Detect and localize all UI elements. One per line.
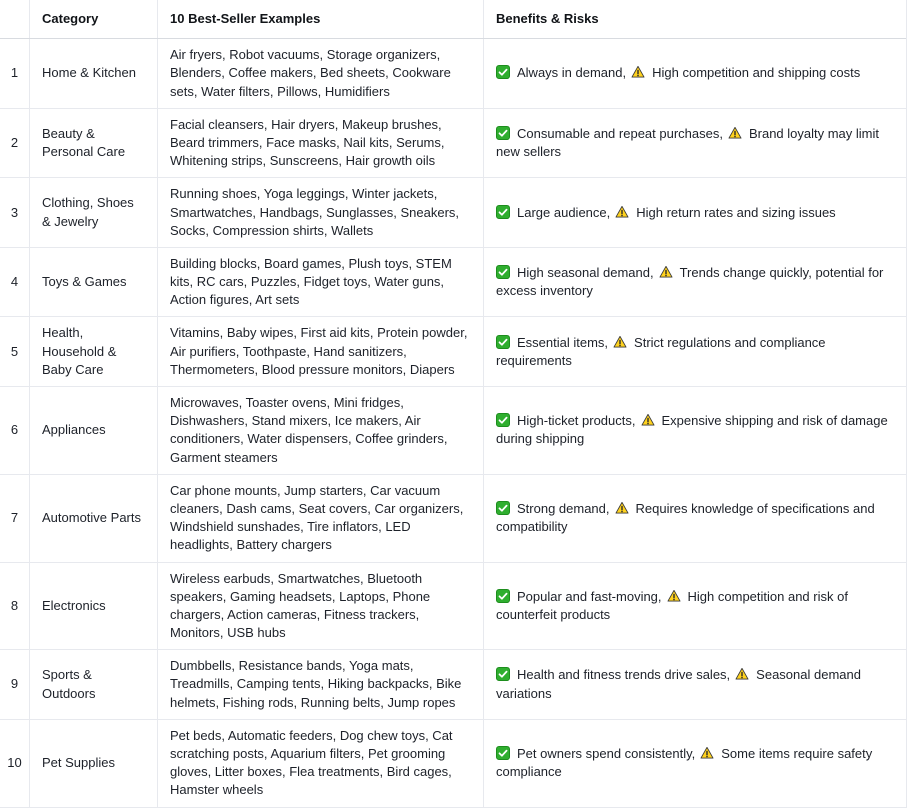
- category-cell: Clothing, Shoes & Jewelry: [30, 178, 158, 247]
- check-icon: [496, 126, 510, 140]
- check-icon: [496, 413, 510, 427]
- category-cell: Beauty & Personal Care: [30, 109, 158, 178]
- benefit-text: High-ticket products,: [517, 413, 636, 429]
- benefits-risks-cell: [484, 317, 906, 386]
- benefit-text: Strong demand,: [517, 500, 610, 516]
- benefit-text: Consumable and repeat purchases,: [517, 125, 723, 141]
- examples-cell: Facial cleansers, Hair dryers, Makeup brushes, Beard trimmers, Face masks, Nail kits, Serums, Whitening strips, Sunscreens, Hair growth oils: [158, 109, 484, 178]
- warning-icon: [728, 126, 742, 140]
- benefits-risks-cell: [484, 178, 906, 247]
- examples-cell: Pet beds, Automatic feeders, Dog chew toys, Cat scratching posts, Aquarium filters, Pet grooming gloves, Litter boxes, Flea treatments, Bird cages, Hamster wheels: [158, 720, 484, 807]
- benefit-text: Large audience,: [517, 204, 611, 220]
- row-number: 10: [0, 720, 30, 807]
- benefit-text: Popular and fast-moving,: [517, 588, 662, 604]
- table-row: [0, 317, 906, 387]
- category-cell: Electronics: [30, 563, 158, 650]
- benefit-text: Health and fitness trends drive sales,: [517, 667, 731, 683]
- row-number: 2: [0, 109, 30, 178]
- check-icon: [496, 589, 510, 603]
- table-row: [0, 39, 906, 109]
- category-cell: Toys & Games: [30, 248, 158, 317]
- benefits-risks-cell: [484, 563, 906, 650]
- risk-text: High return rates and sizing issues: [636, 204, 836, 220]
- check-icon: [496, 501, 510, 515]
- benefit-text: Pet owners spend consistently,: [517, 746, 696, 761]
- benefit-text: Always in demand,: [517, 65, 627, 81]
- risk-text: High competition and shipping costs: [652, 65, 861, 81]
- row-number: 3: [0, 178, 30, 247]
- benefits-risks-cell: [484, 387, 906, 474]
- category-cell: Appliances: [30, 387, 158, 474]
- warning-icon: [659, 265, 673, 279]
- row-number: 4: [0, 248, 30, 317]
- benefits-risks-cell: [484, 720, 906, 807]
- category-cell: Health, Household & Baby Care: [30, 317, 158, 386]
- warning-icon: [615, 205, 629, 219]
- warning-icon: [613, 335, 627, 349]
- warning-icon: [700, 746, 714, 760]
- check-icon: [496, 205, 510, 219]
- table-row: [0, 178, 906, 248]
- check-icon: [496, 65, 510, 79]
- examples-cell: Car phone mounts, Jump starters, Car vacuum cleaners, Dash cams, Seat covers, Car organizers, Windshield sunshades, Tire inflators, LED headlights, Battery chargers: [158, 475, 484, 562]
- warning-icon: [667, 589, 681, 603]
- risk-text: Expensive shipping and risk of damage during shipping: [496, 413, 888, 447]
- examples-cell: Microwaves, Toaster ovens, Mini fridges, Dishwashers, Stand mixers, Ice makers, Air conditioners, Water dispensers, Coffee grinders, Garment steamers: [158, 387, 484, 474]
- benefit-text: Essential items,: [517, 334, 609, 350]
- check-icon: [496, 667, 510, 681]
- header-category: Category: [30, 0, 158, 38]
- category-cell: Home & Kitchen: [30, 39, 158, 108]
- category-cell: Sports & Outdoors: [30, 650, 158, 719]
- table-row: [0, 109, 906, 179]
- examples-cell: Building blocks, Board games, Plush toys, STEM kits, RC cars, Puzzles, Fidget toys, Water guns, Action figures, Art sets: [158, 248, 484, 317]
- risk-text: Seasonal demand variations: [496, 667, 861, 701]
- benefits-risks-cell: [484, 650, 906, 719]
- table-row: [0, 720, 906, 808]
- row-number: 1: [0, 39, 30, 108]
- risk-text: Requires knowledge of specifications and compatibility: [496, 500, 875, 535]
- benefit-text: High seasonal demand,: [517, 264, 654, 280]
- examples-cell: Wireless earbuds, Smartwatches, Bluetooth speakers, Gaming headsets, Laptops, Phone chargers, Action cameras, Fitness trackers, Monitors, USB hubs: [158, 563, 484, 650]
- category-cell: Automotive Parts: [30, 475, 158, 562]
- category-cell: Pet Supplies: [30, 720, 158, 807]
- header-examples: 10 Best-Seller Examples: [158, 0, 484, 38]
- row-number: 5: [0, 317, 30, 386]
- risk-text: Brand loyalty may limit new sellers: [496, 125, 880, 160]
- risk-text: Some items require safety compliance: [496, 746, 873, 780]
- table-row: [0, 563, 906, 651]
- benefits-risks-cell: [484, 109, 906, 178]
- check-icon: [496, 746, 510, 760]
- check-icon: [496, 265, 510, 279]
- risk-text: Strict regulations and compliance requirements: [496, 334, 826, 368]
- row-number: 6: [0, 387, 30, 474]
- warning-icon: [641, 413, 655, 427]
- benefits-risks-cell: [484, 248, 906, 317]
- warning-icon: [631, 65, 645, 79]
- header-benefits-risks: Benefits & Risks: [496, 11, 599, 26]
- table-row: [0, 248, 906, 318]
- table-header-row: [0, 0, 906, 39]
- examples-cell: Vitamins, Baby wipes, First aid kits, Protein powder, Air purifiers, Toothpaste, Hand sanitizers, Thermometers, Blood pressure monitors, Diapers: [158, 317, 484, 386]
- examples-cell: Dumbbells, Resistance bands, Yoga mats, Treadmills, Camping tents, Hiking backpacks, Bike helmets, Fishing rods, Running belts, Jump ropes: [158, 650, 484, 719]
- risk-text: High competition and risk of counterfeit products: [496, 588, 848, 622]
- risk-text: Trends change quickly, potential for excess inventory: [496, 264, 884, 299]
- examples-cell: Air fryers, Robot vacuums, Storage organizers, Blenders, Coffee makers, Bed sheets, Cookware sets, Water filters, Pillows, Humidifiers: [158, 39, 484, 108]
- row-number: 9: [0, 650, 30, 719]
- warning-icon: [615, 501, 629, 515]
- table-row: [0, 387, 906, 475]
- benefits-risks-cell: [484, 475, 906, 562]
- examples-cell: Running shoes, Yoga leggings, Winter jackets, Smartwatches, Handbags, Sunglasses, Sneakers, Socks, Compression shirts, Wallets: [158, 178, 484, 247]
- table-row: [0, 475, 906, 563]
- row-number: 7: [0, 475, 30, 562]
- table-row: [0, 650, 906, 720]
- header-number: [0, 0, 30, 38]
- row-number: 8: [0, 563, 30, 650]
- check-icon: [496, 335, 510, 349]
- warning-icon: [735, 667, 749, 681]
- benefits-risks-cell: [484, 39, 906, 108]
